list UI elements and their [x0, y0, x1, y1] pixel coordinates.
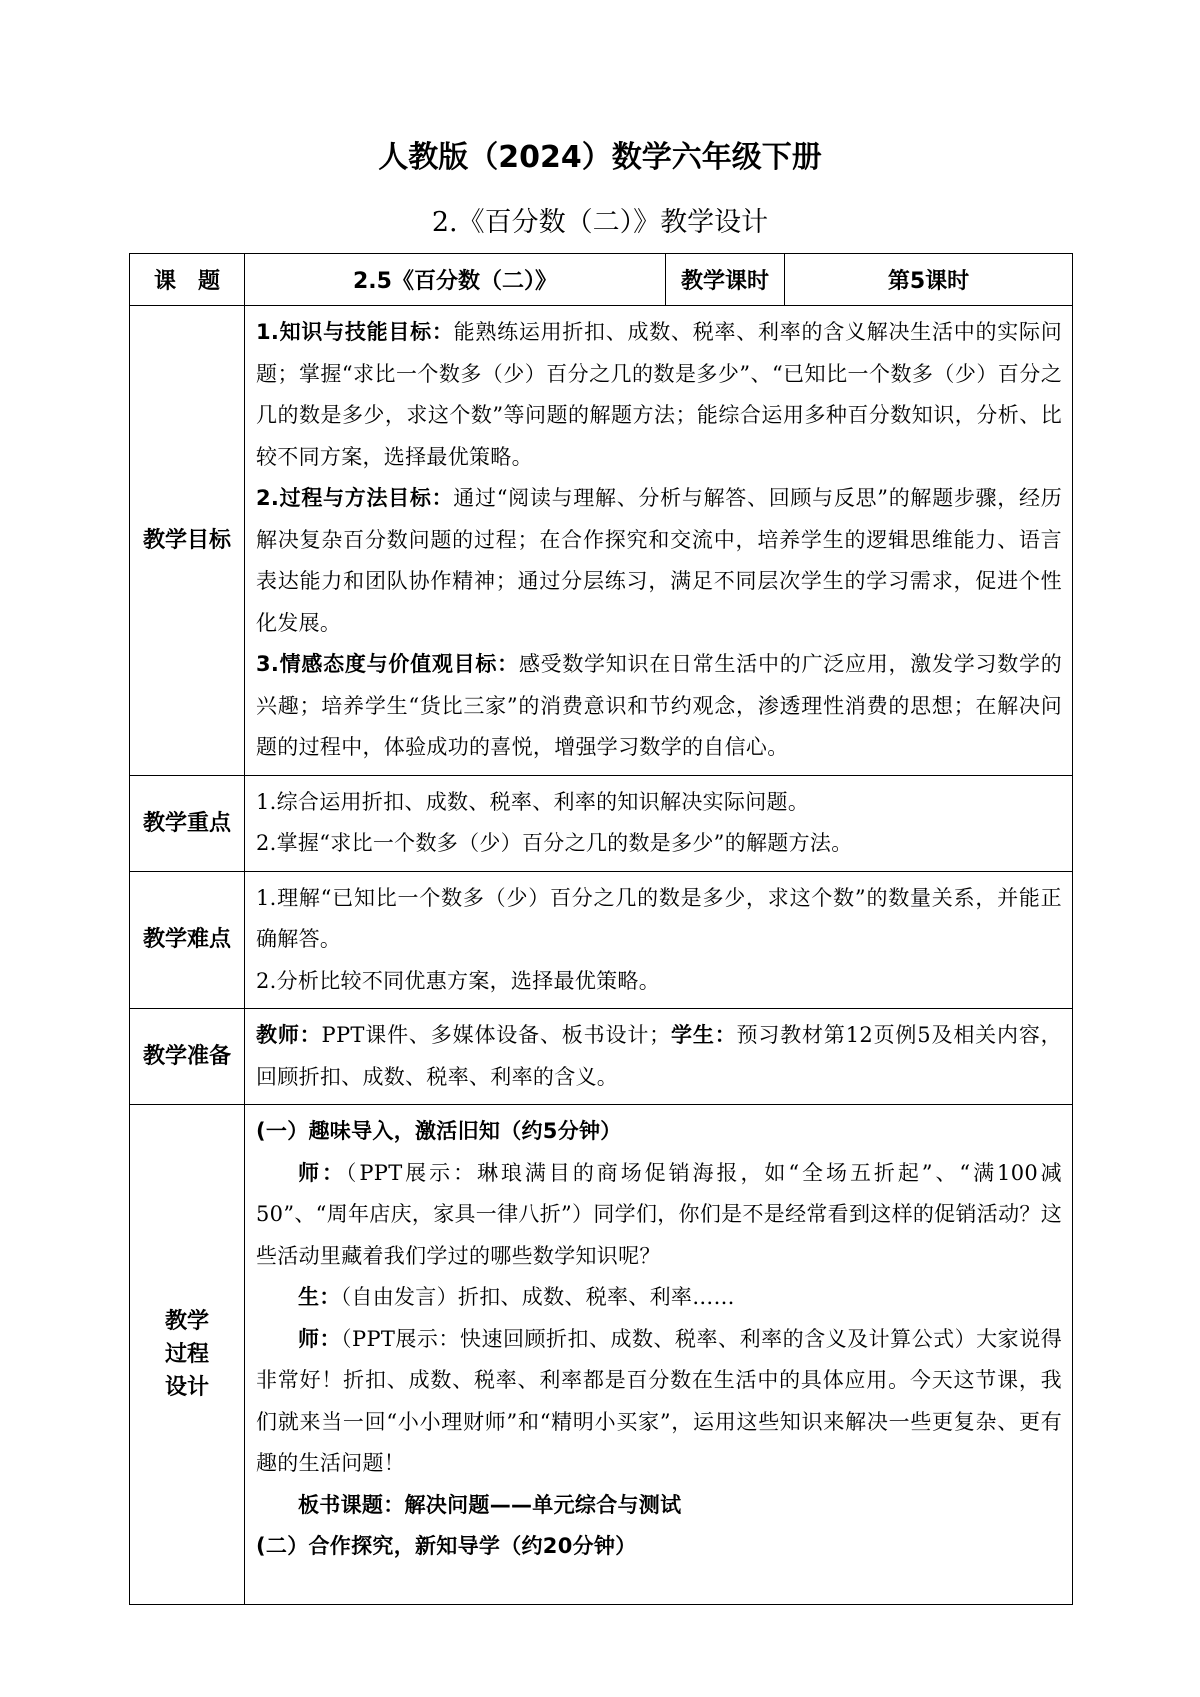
section-heading: (二）合作探究，新知导学（约20分钟） — [256, 1534, 637, 1558]
period-value: 第5课时 — [785, 254, 1073, 306]
lesson-plan-table — [129, 253, 1073, 1605]
section-heading: (一）趣味导入，激活旧知（约5分钟） — [256, 1119, 622, 1143]
dialog-text: （PPT展示：快速回顾折扣、成数、税率、利率的含义及计算公式）大家说得非常好！折扣、成数、税率、利率都是百分数在生活中的具体应用。今天这节课，我们就来当一回“小小理财师”和“精明小买家”，运用这些知识来解决一些更复杂、更有趣的生活问题！ — [256, 1326, 1063, 1475]
dialog-paragraph — [256, 1277, 1062, 1319]
difficulty-item: 2.分析比较不同优惠方案，选择最优策略。 — [256, 968, 661, 993]
objectives-content — [245, 306, 1073, 776]
difficulty-item: 1.理解“已知比一个数多（少）百分之几的数是多少，求这个数”的数量关系，并能正确解答。 — [256, 885, 1062, 951]
objective-heading: 3.情感态度与价值观目标： — [256, 652, 519, 676]
board-title: 板书课题：解决问题——单元综合与测试 — [298, 1492, 682, 1517]
objectives-row — [130, 306, 1073, 776]
process-row — [130, 1105, 1073, 1605]
preparation-content — [245, 1009, 1073, 1105]
process-content — [245, 1105, 1073, 1605]
difficulties-content — [245, 871, 1073, 1009]
key-points-content — [245, 775, 1073, 871]
objective-text: 感受数学知识在日常生活中的广泛应用，激发学习数学的兴趣；培养学生“货比三家”的消费意识和节约观念，渗透理性消费的思想；在解决问题的过程中，体验成功的喜悦，增强学习数学的自信心。 — [256, 652, 1062, 759]
dialog-text: （PPT展示：琳琅满目的商场促销海报，如“全场五折起”、“满100减50”、“周年店庆，家具一律八折”）同学们，你们是不是经常看到这样的促销活动？这些活动里藏着我们学过的哪些数学知识呢？ — [256, 1160, 1062, 1268]
difficulties-row — [130, 871, 1073, 1009]
key-points-row — [130, 775, 1073, 871]
key-points-label: 教学重点 — [130, 775, 245, 871]
process-label-line: 过程 — [164, 1342, 209, 1367]
process-label — [130, 1105, 245, 1605]
objective-item — [256, 312, 1062, 478]
header-row — [130, 254, 1073, 306]
speaker-label: 生： — [298, 1285, 341, 1309]
difficulties-label: 教学难点 — [130, 871, 245, 1009]
speaker-label: 师： — [298, 1160, 346, 1185]
teacher-heading: 教师： — [256, 1023, 322, 1047]
dialog-paragraph — [256, 1153, 1062, 1278]
document-title: 人教版（2024）数学六年级下册 — [378, 140, 822, 175]
topic-label: 课 题 — [130, 254, 245, 306]
objectives-label: 教学目标 — [130, 306, 245, 776]
student-heading: 学生： — [670, 1023, 737, 1047]
topic-value: 2.5《百分数（二）》 — [245, 254, 666, 306]
preparation-row — [130, 1009, 1073, 1105]
speaker-label: 师： — [298, 1326, 342, 1351]
process-label-line: 设计 — [164, 1375, 209, 1400]
preparation-text — [256, 1015, 1062, 1098]
objective-heading: 2.过程与方法目标： — [256, 486, 454, 510]
objective-text: 能熟练运用折扣、成数、税率、利率的含义解决生活中的实际问题；掌握“求比一个数多（少）百分之几的数是多少”、“已知比一个数多（少）百分之几的数是多少，求这个数”等问题的解题方法；能综合运用多种百分数知识，分析、比较不同方案，选择最优策略。 — [256, 320, 1062, 469]
teacher-text: PPT课件、多媒体设备、板书设计； — [321, 1023, 671, 1047]
student-text: 预习教材第12页例5及相关内容，回顾折扣、成数、税率、利率的含义。 — [256, 1023, 1062, 1089]
key-point-item: 1.综合运用折扣、成数、税率、利率的知识解决实际问题。 — [256, 789, 810, 814]
period-label: 教学课时 — [666, 254, 785, 306]
preparation-label: 教学准备 — [130, 1009, 245, 1105]
dialog-text: （自由发言）折扣、成数、税率、利率…… — [340, 1285, 735, 1309]
objective-heading: 1.知识与技能目标： — [256, 320, 454, 344]
objective-text: 通过“阅读与理解、分析与解答、回顾与反思”的解题步骤，经历解决复杂百分数问题的过程；在合作探究和交流中，培养学生的逻辑思维能力、语言表达能力和团队协作精神；通过分层练习，满足不同层次学生的学习需求，促进个性化发展。 — [256, 486, 1062, 635]
document-subtitle: 2.《百分数（二）》教学设计 — [431, 207, 769, 238]
key-point-item: 2.掌握“求比一个数多（少）百分之几的数是多少”的解题方法。 — [256, 831, 853, 855]
objective-item — [256, 644, 1062, 769]
dialog-paragraph — [256, 1319, 1062, 1485]
process-label-line: 教学 — [164, 1309, 209, 1334]
objective-item — [256, 478, 1062, 644]
